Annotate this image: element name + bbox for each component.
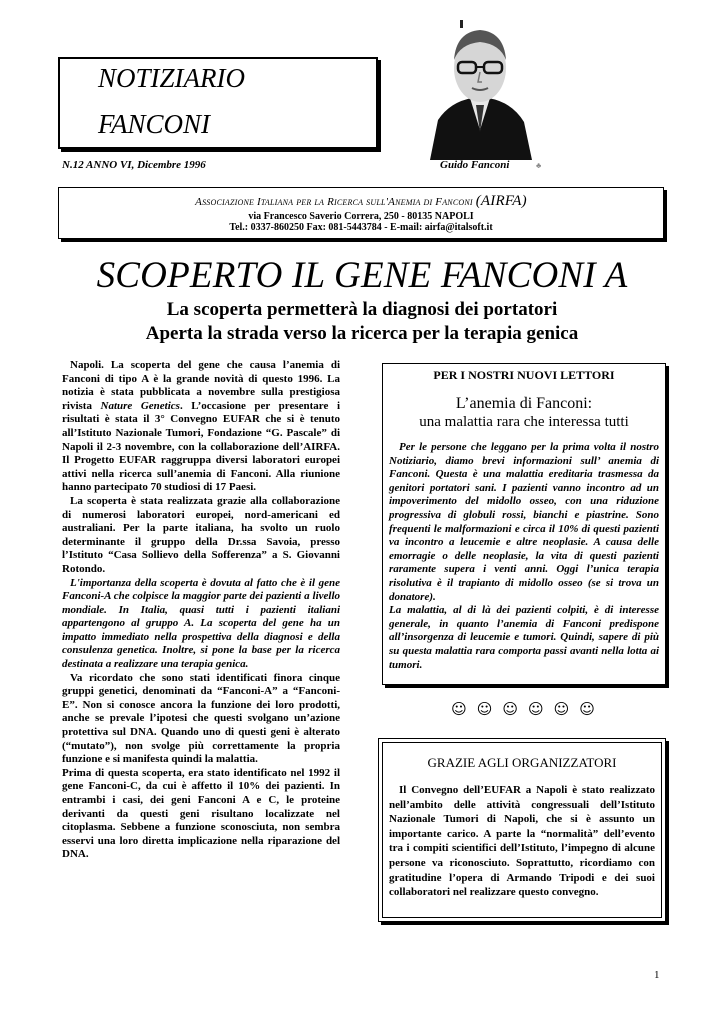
association-box [58, 187, 664, 239]
thanks-body: Il Convegno dell’EUFAR a Napoli è stato realizzato nell’ambito delle attività congressuali dell’Istituto Nazionale Tumori di Napoli, che si è assunto un importante carico. A parte la “normalità” dell’evento tra i compiti scientifici dell’Istituto, l’impegno di alcune persone va riconosciuto. Soprattutto, ricordiamo con gratitudine l’opera di Armando Tripodi e dei suoi collaboratori nel realizzare questo convegno. [389, 784, 655, 899]
portrait-icon [420, 10, 540, 160]
subheadline-1: La scoperta permetterà la diagnosi dei portatori [166, 299, 558, 320]
new-readers-box [382, 363, 666, 685]
smiley-icon: ☺ [476, 700, 493, 718]
box-title-line2: una malattia rara che interessa tutti [419, 414, 629, 430]
page-number: 1 [654, 969, 660, 981]
issue-line: N.12 ANNO VI, Dicembre 1996 [62, 159, 206, 171]
smiley-icon: ☺ [579, 700, 595, 718]
smiley-icon: ☺ [553, 700, 570, 718]
smiley-row [382, 700, 664, 718]
smiley-icon: ☺ [502, 700, 518, 718]
article-paragraph: Prima di questa scoperta, era stato identificato nel 1992 il gene Fanconi-C, da cui è affetto il 10% dei pazienti. In entrambi i casi, dei geni Fanconi A e C, le proteine derivanti da questi geni risultano localizzate nel citoplasma. Sebbene a funzione sconosciuta, non sembra esservi una loro diretta implicazione nella riparazione del DNA. [62, 766, 340, 861]
subheadline-2: Aperta la strada verso la ricerca per la terapia genica [145, 323, 579, 344]
association-name: Associazione Italiana per la Ricerca sull'Anemia di Fanconi [195, 196, 473, 208]
journal-name: Nature Genetics [100, 399, 180, 412]
association-address: via Francesco Saverio Correra, 250 - 80135 NAPOLI [248, 211, 474, 222]
box-paragraph: Per le persone che leggano per la prima volta il nostro Notiziario, diamo brevi informazioni sull’ anemia di Fanconi. Questa è una malattia ereditaria trasmessa da genitori portatori sani. I pazienti vanno incontro ad un impoverimento del midollo osseo, con una riduzione progressiva di globuli rossi, bianchi e piastrine. Sono frequenti le malformazioni e circa il 10% di questi pazienti va incontro a leucemie e altre neoplasie. A causa delle emorragie o delle neoplasie, la vita di questi pazienti raramente supera i venti anni. Oggi l’unica terapia risolutiva è il trapianto di midollo osseo (se si trova un donatore). [389, 441, 659, 603]
masthead-title-line2: FANCONI [98, 109, 211, 139]
association-contacts: Tel.: 0337-860250 Fax: 081-5443784 - E-mail: airfa@italsoft.it [229, 222, 493, 233]
article-paragraph: Napoli. La scoperta del gene che causa l’anemia di Fanconi di tipo A è la grande novità di questo 1996. La notizia è stata pubblicata a novembre sulla prestigiosa rivista Nature Genetics. L’occasione per presentare i risultati è stata il 3° Convegno EUFAR che si è tenuto all’Istituto Nazionale Tumori, Fondazione “G. Pascale” di Napoli il 2-3 novembre, con la collaborazione dell’AIRFA. Il Progetto EUFAR raggruppa diversi laboratori europei attivi nella ricerca sull’anemia di Fanconi. Alla riunione hanno partecipato 70 studiosi di 17 Paesi. [62, 359, 340, 494]
thanks-heading: GRAZIE AGLI ORGANIZZATORI [427, 755, 617, 770]
article-column [62, 359, 340, 862]
article-paragraph: Va ricordato che sono stati identificati finora cinque gruppi genetici, denominati da “Fanconi-A” a “Fanconi-E”. Non si conosce ancora la funzione dei loro prodotti, anche se prevale l’ipotesi che questi svolgano un’azione protettiva sul DNA. Quando uno di questi geni è alterato (“mutato”), non svolge più correttamente la propria funzione e si manifesta quindi la malattia. [62, 671, 340, 766]
portrait-photo [420, 10, 540, 160]
smiley-icon: ☺ [528, 700, 544, 718]
masthead-box [58, 57, 378, 149]
thanks-box [378, 738, 666, 922]
box-heading: PER I NOSTRI NUOVI LETTORI [433, 368, 615, 382]
association-acronym: (AIRFA) [475, 193, 527, 209]
box-paragraph: La malattia, al di là dei pazienti colpiti, è di interesse generale, in quanto l’anemia di Fanconi predispone all’insorgenza di leucemie e tumori. Quindi, sapere di più su questa malattia rara comporta passi avanti nella lotta ai tumori. [389, 604, 659, 671]
article-paragraph: L'importanza della scoperta è dovuta al fatto che è il gene Fanconi-A che colpisce la maggior parte dei pazienti a livello mondiale. In Italia, quasi tutti i pazienti italiani appartengono al gruppo A. La scoperta del gene ha un impatto immediato nella prospettiva della diagnosi e della consulenza genetica. Inoltre, si pone la base per la ricerca destinata a realizzare una terapia genica. [62, 576, 340, 671]
photo-caption: Guido Fanconi [440, 159, 510, 171]
thanks-box-inner [382, 742, 662, 918]
article-paragraph: La scoperta è stata realizzata grazie alla collaborazione di numerosi laboratori europei, nord-americani ed australiani. Per la parte italiana, ha svolto un ruolo determinante il gruppo della Dr.ssa Savoia, presso l’Istituto “Casa Sollievo della Sofferenza” a S. Giovanni Rotondo. [62, 494, 340, 575]
box-title-line1: L’anemia di Fanconi: [455, 395, 593, 412]
headline: SCOPERTO IL GENE FANCONI A [96, 255, 628, 296]
bullet-icon: ♣ [536, 161, 542, 170]
smiley-icon: ☺ [451, 700, 467, 718]
box-body [389, 441, 659, 672]
masthead-title-line1: NOTIZIARIO [98, 63, 245, 93]
